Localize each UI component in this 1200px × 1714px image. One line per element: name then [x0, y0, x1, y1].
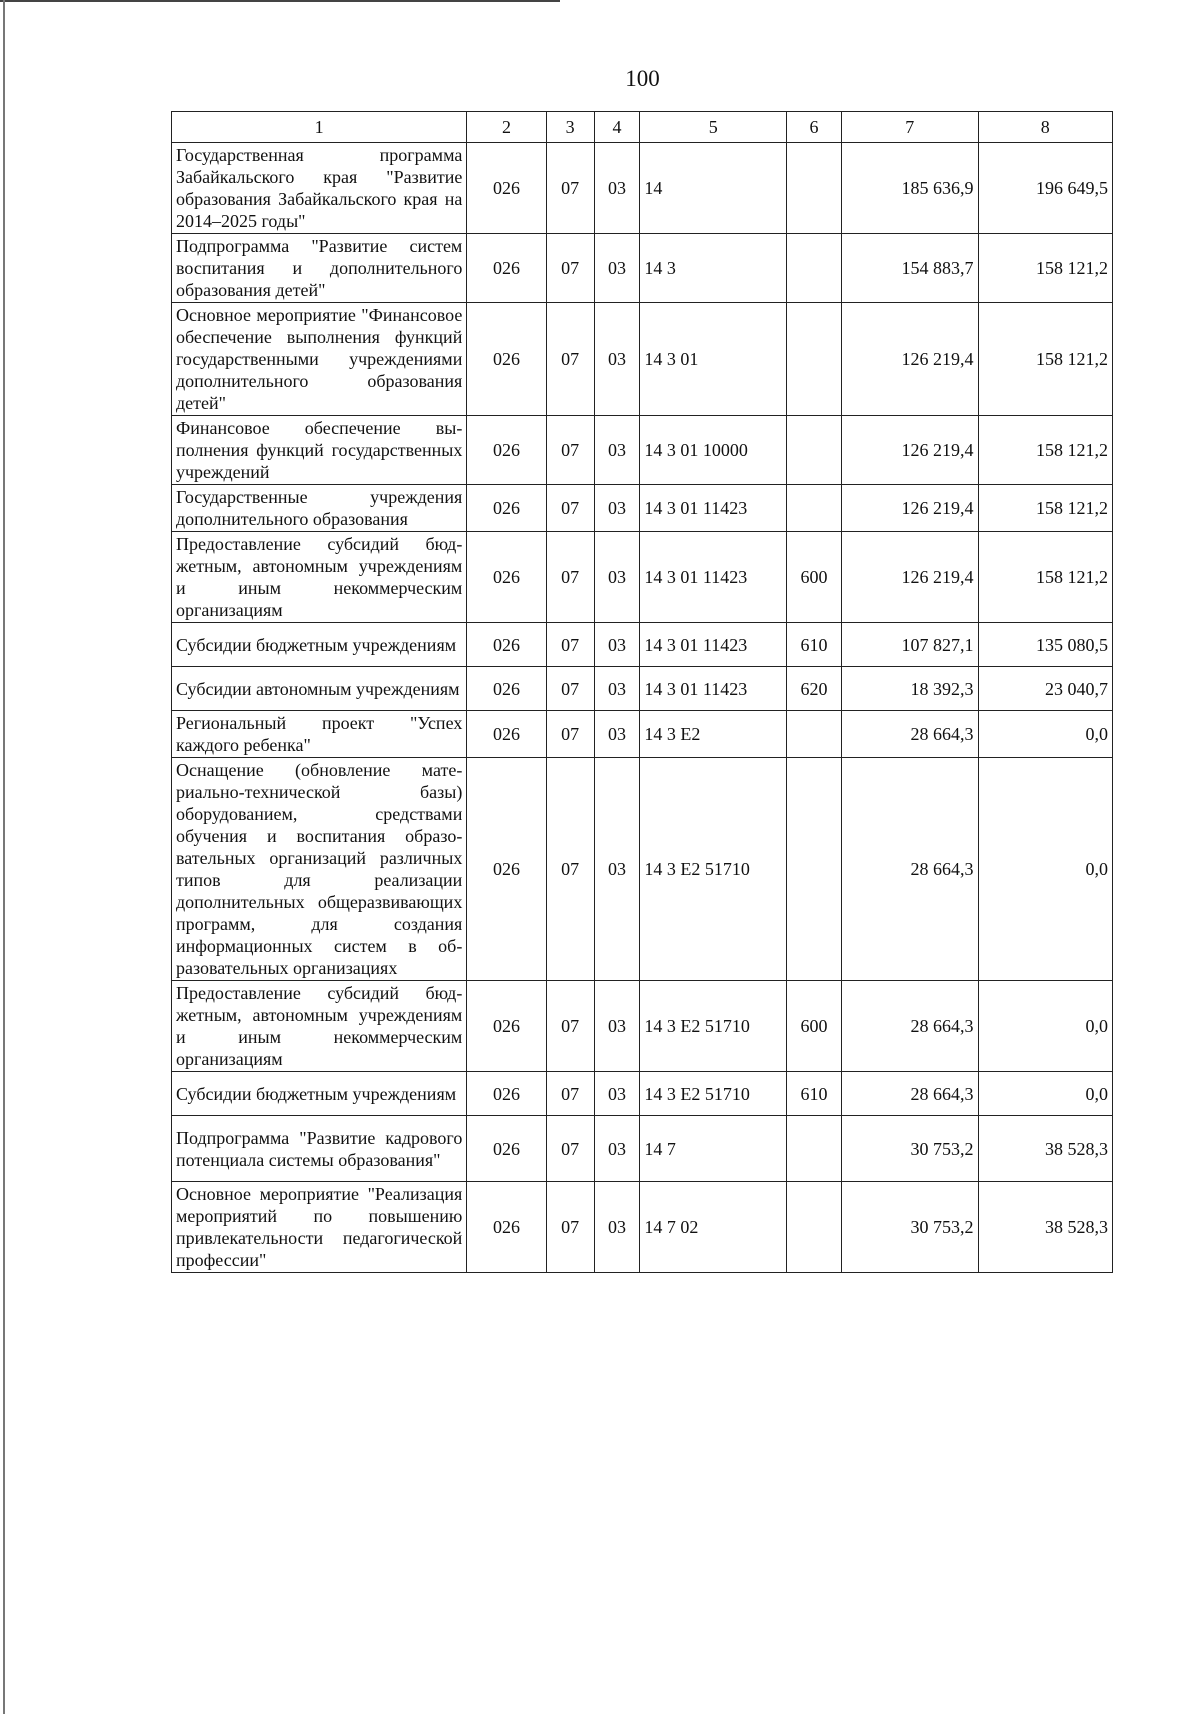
row-name-cell: Подпрограмма "Развитие систем воспитания и дополнительного образования детей" [172, 234, 467, 303]
section-code-cell: 07 [546, 234, 594, 303]
amount-cell: 158 121,2 [978, 303, 1113, 416]
target-article-cell: 14 3 E2 51710 [640, 758, 787, 981]
column-header: 4 [594, 112, 640, 143]
row-name-cell: Оснащение (обновление материально-технической базы) оборудованием, средствами обучения и воспитания образовательных организаций различных типов для реализации дополнительных общеразвивающих программ, для создания информационных систем в образовательных организациях [172, 758, 467, 981]
table-row [172, 303, 1113, 416]
target-article-cell: 14 3 01 11423 [640, 667, 787, 711]
ministry-code-cell: 026 [467, 416, 546, 485]
expense-type-cell: 610 [787, 623, 842, 667]
section-code-cell: 07 [546, 532, 594, 623]
column-header: 7 [842, 112, 978, 143]
amount-cell: 28 664,3 [842, 1072, 978, 1116]
ministry-code-cell: 026 [467, 303, 546, 416]
row-name-cell: Финансовое обеспечение выполнения функций государственных учреждений [172, 416, 467, 485]
row-name-cell: Субсидии бюджетным учреждениям [172, 1072, 467, 1116]
table-row [172, 1072, 1113, 1116]
table-row [172, 1116, 1113, 1182]
amount-cell: 28 664,3 [842, 981, 978, 1072]
target-article-cell: 14 3 01 11423 [640, 623, 787, 667]
row-name-cell: Государственная программа Забайкальского края "Развитие образования Забайкальского края на 2014–2025 годы" [172, 143, 467, 234]
amount-cell: 107 827,1 [842, 623, 978, 667]
target-article-cell: 14 3 01 [640, 303, 787, 416]
section-code-cell: 07 [546, 623, 594, 667]
target-article-cell: 14 7 02 [640, 1182, 787, 1273]
amount-cell: 0,0 [978, 711, 1113, 758]
ministry-code-cell: 026 [467, 532, 546, 623]
subsection-code-cell: 03 [594, 667, 640, 711]
ministry-code-cell: 026 [467, 1182, 546, 1273]
section-code-cell: 07 [546, 143, 594, 234]
amount-cell: 30 753,2 [842, 1182, 978, 1273]
amount-cell: 126 219,4 [842, 416, 978, 485]
target-article-cell: 14 3 01 11423 [640, 485, 787, 532]
budget-table [171, 111, 1113, 1273]
amount-cell: 158 121,2 [978, 416, 1113, 485]
column-header: 5 [640, 112, 787, 143]
table-row [172, 485, 1113, 532]
subsection-code-cell: 03 [594, 1116, 640, 1182]
ministry-code-cell: 026 [467, 1116, 546, 1182]
table-row [172, 623, 1113, 667]
expense-type-cell: 600 [787, 532, 842, 623]
ministry-code-cell: 026 [467, 981, 546, 1072]
amount-cell: 126 219,4 [842, 485, 978, 532]
ministry-code-cell: 026 [467, 485, 546, 532]
subsection-code-cell: 03 [594, 623, 640, 667]
expense-type-cell [787, 303, 842, 416]
table-row [172, 667, 1113, 711]
section-code-cell: 07 [546, 485, 594, 532]
subsection-code-cell: 03 [594, 1182, 640, 1273]
target-article-cell: 14 3 01 10000 [640, 416, 787, 485]
target-article-cell: 14 3 [640, 234, 787, 303]
row-name-cell: Субсидии автономным учреждениям [172, 667, 467, 711]
subsection-code-cell: 03 [594, 1072, 640, 1116]
row-name-cell: Государственные учреждения дополнительного образования [172, 485, 467, 532]
expense-type-cell [787, 1116, 842, 1182]
subsection-code-cell: 03 [594, 303, 640, 416]
expense-type-cell [787, 485, 842, 532]
section-code-cell: 07 [546, 1072, 594, 1116]
table-row [172, 711, 1113, 758]
amount-cell: 28 664,3 [842, 711, 978, 758]
section-code-cell: 07 [546, 303, 594, 416]
ministry-code-cell: 026 [467, 711, 546, 758]
amount-cell: 158 121,2 [978, 532, 1113, 623]
section-code-cell: 07 [546, 981, 594, 1072]
table-body [172, 112, 1113, 1273]
target-article-cell: 14 7 [640, 1116, 787, 1182]
expense-type-cell [787, 1182, 842, 1273]
amount-cell: 185 636,9 [842, 143, 978, 234]
expense-type-cell [787, 416, 842, 485]
section-code-cell: 07 [546, 711, 594, 758]
table-row [172, 416, 1113, 485]
table-row [172, 532, 1113, 623]
column-header: 8 [978, 112, 1113, 143]
row-name-cell: Основное мероприятие "Финансовое обеспечение выполнения функций государственными учреждениями дополнительного образования детей" [172, 303, 467, 416]
amount-cell: 126 219,4 [842, 532, 978, 623]
amount-cell: 38 528,3 [978, 1182, 1113, 1273]
section-code-cell: 07 [546, 667, 594, 711]
expense-type-cell [787, 711, 842, 758]
subsection-code-cell: 03 [594, 143, 640, 234]
amount-cell: 126 219,4 [842, 303, 978, 416]
row-name-cell: Предоставление субсидий бюджетным, автономным учреждениям и иным некоммерческим организациям [172, 981, 467, 1072]
subsection-code-cell: 03 [594, 711, 640, 758]
scan-edge-top [0, 0, 560, 2]
table-header-row [172, 112, 1113, 143]
expense-type-cell [787, 143, 842, 234]
section-code-cell: 07 [546, 1116, 594, 1182]
ministry-code-cell: 026 [467, 1072, 546, 1116]
column-header: 3 [546, 112, 594, 143]
row-name-cell: Региональный проект "Успех каждого ребенка" [172, 711, 467, 758]
amount-cell: 158 121,2 [978, 485, 1113, 532]
ministry-code-cell: 026 [467, 234, 546, 303]
table-row [172, 981, 1113, 1072]
target-article-cell: 14 3 01 11423 [640, 532, 787, 623]
table-row [172, 758, 1113, 981]
row-name-cell: Субсидии бюджетным учреждениям [172, 623, 467, 667]
section-code-cell: 07 [546, 1182, 594, 1273]
column-header: 2 [467, 112, 546, 143]
amount-cell: 154 883,7 [842, 234, 978, 303]
column-header: 1 [172, 112, 467, 143]
amount-cell: 18 392,3 [842, 667, 978, 711]
subsection-code-cell: 03 [594, 981, 640, 1072]
expense-type-cell [787, 234, 842, 303]
expense-type-cell: 610 [787, 1072, 842, 1116]
page-number: 100 [625, 66, 660, 91]
table-row [172, 143, 1113, 234]
ministry-code-cell: 026 [467, 143, 546, 234]
subsection-code-cell: 03 [594, 485, 640, 532]
amount-cell: 158 121,2 [978, 234, 1113, 303]
amount-cell: 0,0 [978, 1072, 1113, 1116]
target-article-cell: 14 [640, 143, 787, 234]
column-header: 6 [787, 112, 842, 143]
row-name-cell: Предоставление субсидий бюджетным, автономным учреждениям и иным некоммерческим организациям [172, 532, 467, 623]
subsection-code-cell: 03 [594, 758, 640, 981]
amount-cell: 28 664,3 [842, 758, 978, 981]
amount-cell: 30 753,2 [842, 1116, 978, 1182]
expense-type-cell: 620 [787, 667, 842, 711]
amount-cell: 38 528,3 [978, 1116, 1113, 1182]
row-name-cell: Подпрограмма "Развитие кадрового потенциала системы образования" [172, 1116, 467, 1182]
ministry-code-cell: 026 [467, 667, 546, 711]
expense-type-cell [787, 758, 842, 981]
subsection-code-cell: 03 [594, 532, 640, 623]
amount-cell: 0,0 [978, 758, 1113, 981]
scan-edge-left [3, 0, 5, 1714]
ministry-code-cell: 026 [467, 623, 546, 667]
section-code-cell: 07 [546, 416, 594, 485]
amount-cell: 196 649,5 [978, 143, 1113, 234]
subsection-code-cell: 03 [594, 234, 640, 303]
amount-cell: 135 080,5 [978, 623, 1113, 667]
amount-cell: 23 040,7 [978, 667, 1113, 711]
section-code-cell: 07 [546, 758, 594, 981]
table-row [172, 234, 1113, 303]
ministry-code-cell: 026 [467, 758, 546, 981]
target-article-cell: 14 3 E2 51710 [640, 1072, 787, 1116]
target-article-cell: 14 3 E2 51710 [640, 981, 787, 1072]
subsection-code-cell: 03 [594, 416, 640, 485]
target-article-cell: 14 3 E2 [640, 711, 787, 758]
table-row [172, 1182, 1113, 1273]
expense-type-cell: 600 [787, 981, 842, 1072]
amount-cell: 0,0 [978, 981, 1113, 1072]
row-name-cell: Основное мероприятие "Реализация мероприятий по повышению привлекательности педагогической профессии" [172, 1182, 467, 1273]
